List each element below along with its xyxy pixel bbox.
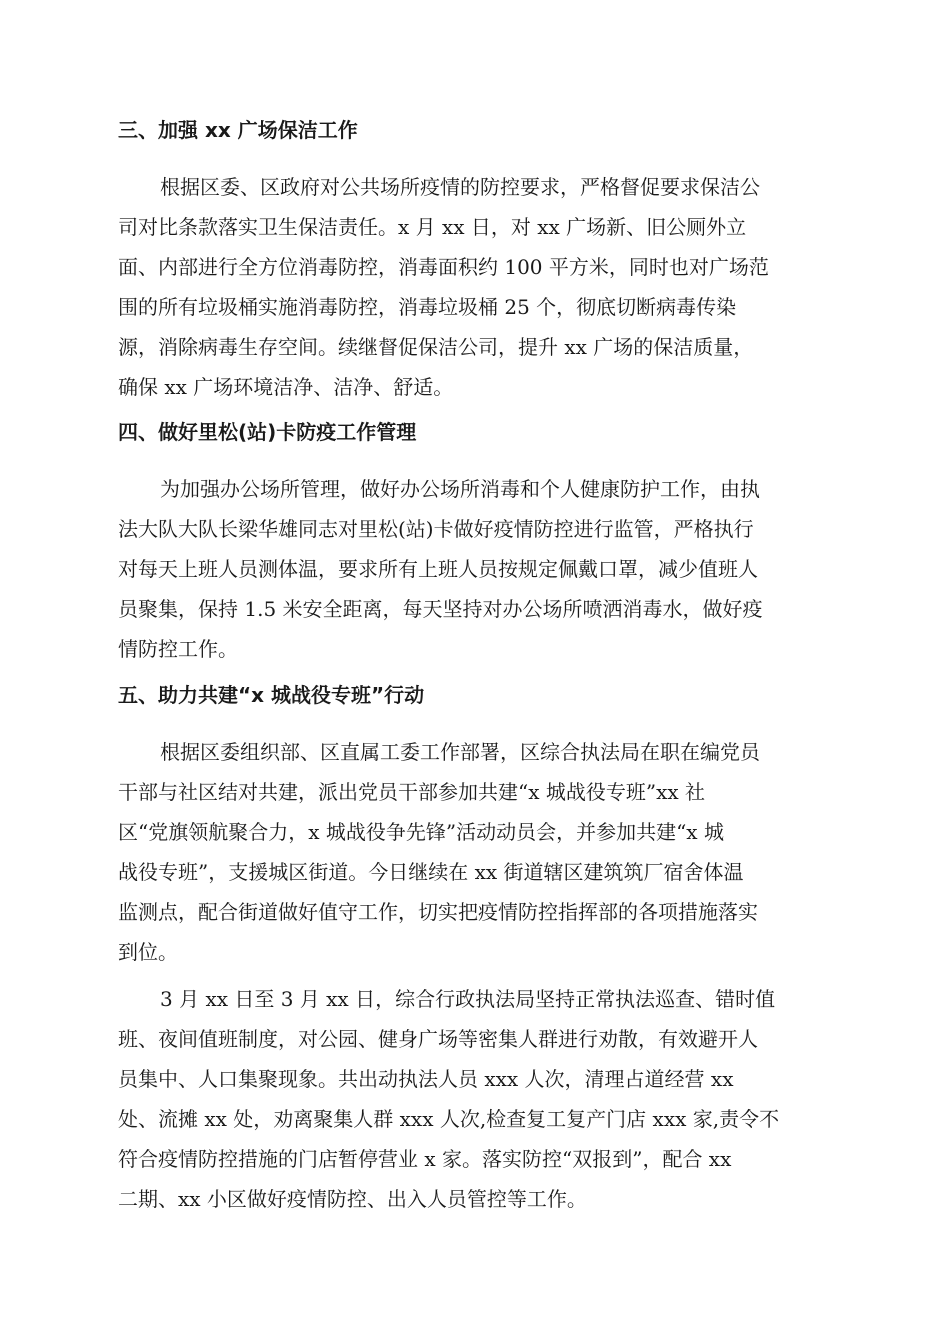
section-heading-5: 五、助力共建“x 城战役专班”行动 <box>118 683 425 707</box>
paragraph-line: 员集中、人口集聚现象。共出动执法人员 xxx 人次，清理占道经营 xx <box>118 1067 734 1091</box>
paragraph-section-3 <box>118 167 838 407</box>
paragraph-line: 为加强办公场所管理，做好办公场所消毒和个人健康防护工作，由执 <box>160 477 760 501</box>
paragraph-line: 战役专班”，支援城区街道。今日继续在 xx 街道辖区建筑筑厂宿舍体温 <box>118 860 744 884</box>
paragraph-line: 区“党旗领航聚合力，x 城战役争先锋”活动动员会，并参加共建“x 城 <box>118 820 724 844</box>
paragraph-line: 监测点，配合街道做好值守工作，切实把疫情防控指挥部的各项措施落实 <box>118 900 758 924</box>
paragraph-line: 源，消除病毒生存空间。续继督促保洁公司，提升 xx 广场的保洁质量， <box>118 335 754 359</box>
paragraph-section-4 <box>118 469 838 669</box>
paragraph-line: 对每天上班人员测体温，要求所有上班人员按规定佩戴口罩，减少值班人 <box>118 557 758 581</box>
paragraph-line: 围的所有垃圾桶实施消毒防控，消毒垃圾桶 25 个，彻底切断病毒传染 <box>118 295 737 319</box>
paragraph-line: 班、夜间值班制度，对公园、健身广场等密集人群进行劝散，有效避开人 <box>118 1027 758 1051</box>
paragraph-line: 员聚集，保持 1.5 米安全距离，每天坚持对办公场所喷洒消毒水，做好疫 <box>118 597 763 621</box>
paragraph-line: 根据区委、区政府对公共场所疫情的防控要求，严格督促要求保洁公 <box>160 175 760 199</box>
paragraph-line: 法大队大队长梁华雄同志对里松(站)卡做好疫情防控进行监管，严格执行 <box>118 517 754 541</box>
paragraph-line: 情防控工作。 <box>118 637 238 661</box>
paragraph-line: 面、内部进行全方位消毒防控，消毒面积约 100 平方米，同时也对广场范 <box>118 255 769 279</box>
paragraph-section-5 <box>118 732 838 972</box>
paragraph-line: 符合疫情防控措施的门店暂停营业 x 家。落实防控“双报到”，配合 xx <box>118 1147 732 1171</box>
paragraph-line: 根据区委组织部、区直属工委工作部署，区综合执法局在职在编党员 <box>160 740 760 764</box>
paragraph-line: 司对比条款落实卫生保洁责任。x 月 xx 日，对 xx 广场新、旧公厕外立 <box>118 215 747 239</box>
paragraph-line: 3 月 xx 日至 3 月 xx 日，综合行政执法局坚持正常执法巡查、错时值 <box>160 987 776 1011</box>
paragraph-line: 到位。 <box>118 940 178 964</box>
paragraph-line: 处、流摊 xx 处，劝离聚集人群 xxx 人次,检查复工复产门店 xxx 家,责令不 <box>118 1107 780 1131</box>
paragraph-section-5-2 <box>118 979 838 1219</box>
paragraph-line: 干部与社区结对共建，派出党员干部参加共建“x 城战役专班”xx 社 <box>118 780 706 804</box>
paragraph-line: 二期、xx 小区做好疫情防控、出入人员管控等工作。 <box>118 1187 587 1211</box>
paragraph-line: 确保 xx 广场环境洁净、洁净、舒适。 <box>118 375 454 399</box>
section-heading-3: 三、加强 xx 广场保洁工作 <box>118 118 358 142</box>
section-heading-4: 四、做好里松(站)卡防疫工作管理 <box>118 420 417 444</box>
